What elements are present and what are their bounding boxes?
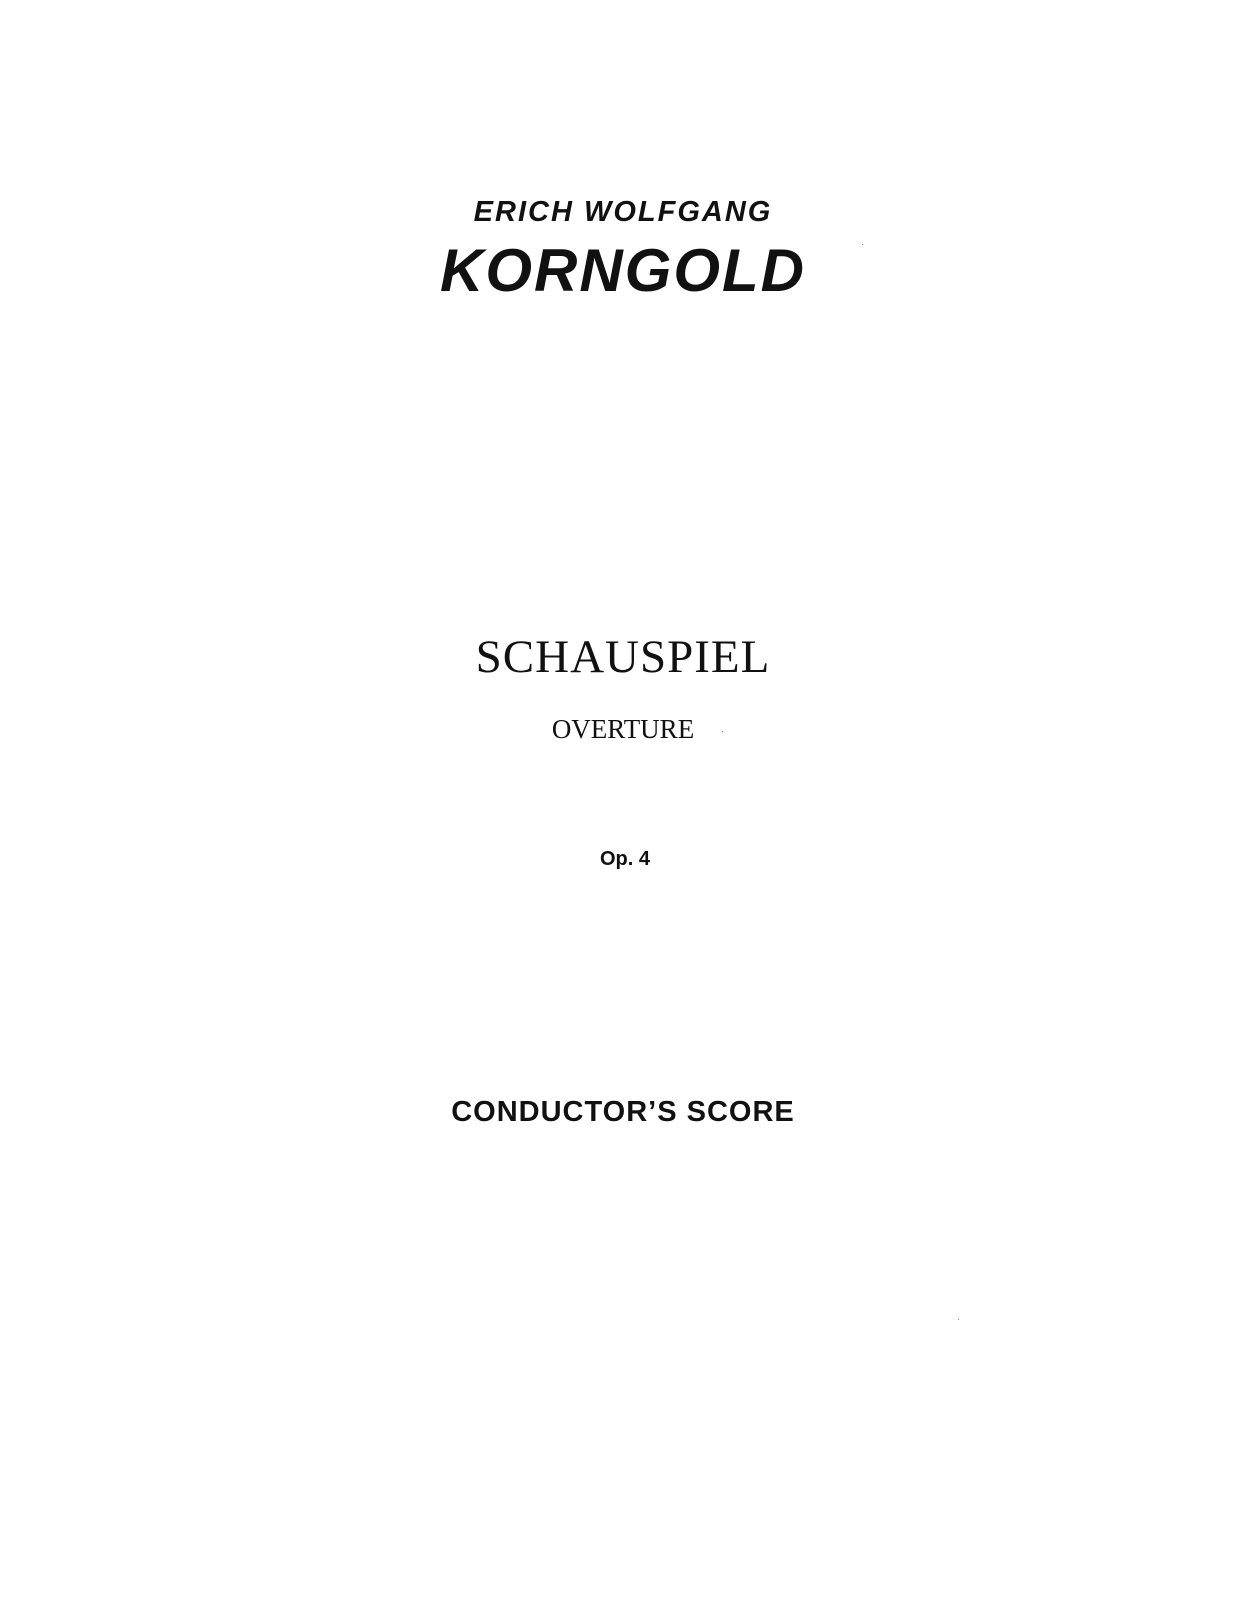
composer-surname: KORNGOLD	[440, 237, 806, 304]
scan-speck	[862, 244, 863, 245]
score-type: CONDUCTOR’S SCORE	[451, 1096, 795, 1128]
composer-first-names: ERICH WOLFGANG	[473, 196, 773, 228]
opus-number: Op. 4	[599, 848, 650, 870]
work-title: SCHAUSPIEL	[475, 631, 771, 683]
scan-speck	[958, 1319, 959, 1320]
work-subtitle: OVERTURE	[551, 714, 695, 744]
scan-speck	[722, 731, 723, 732]
